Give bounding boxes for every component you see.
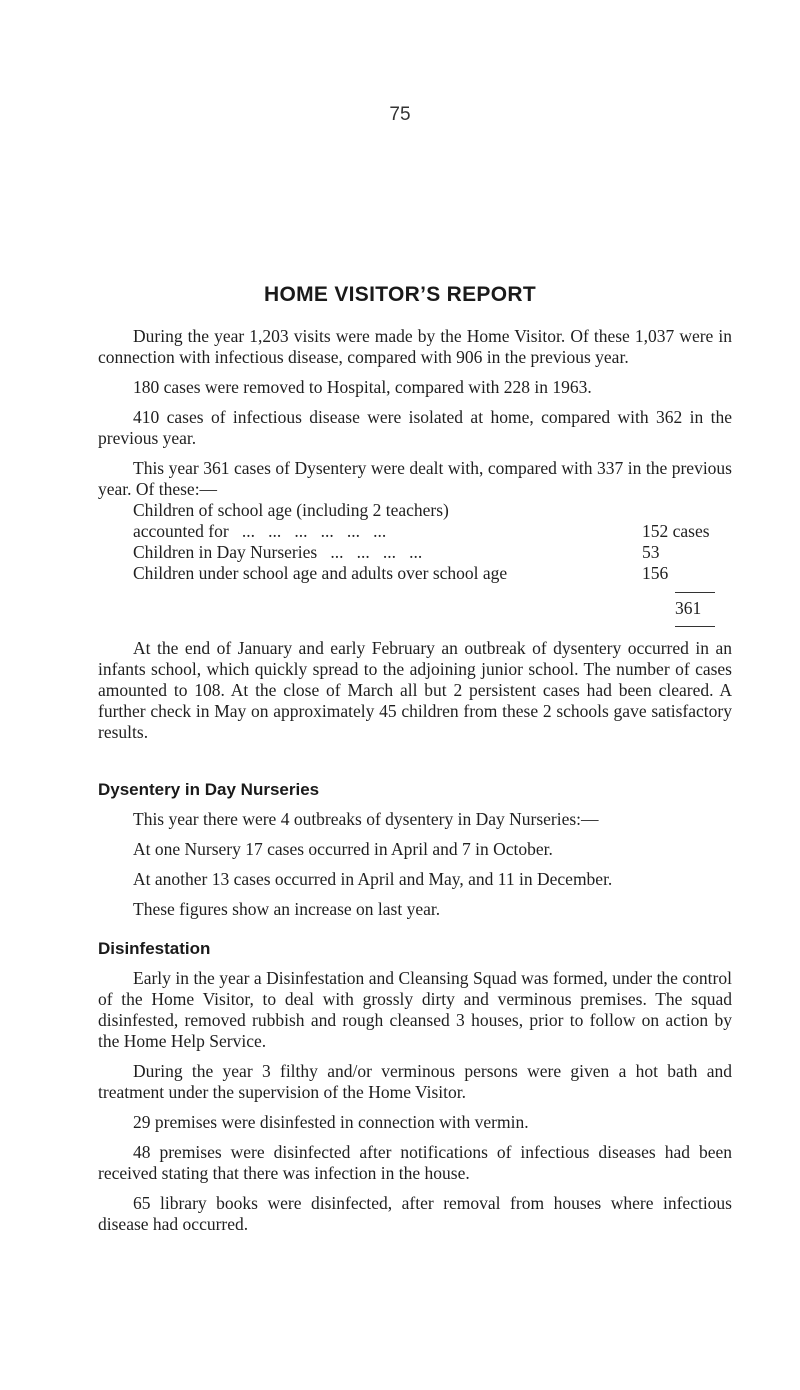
total-block — [133, 584, 732, 628]
section-paragraph: At another 13 cases occurred in April and May, and 11 in December. — [133, 869, 613, 889]
page-number: 75 — [389, 104, 411, 125]
table-row — [133, 521, 732, 542]
table-row — [133, 500, 732, 521]
row-value — [642, 500, 732, 521]
report-body — [98, 326, 732, 1244]
section-paragraph: At one Nursery 17 cases occurred in April and 7 in October. — [133, 839, 553, 859]
row-value: 53 — [642, 542, 660, 562]
section-heading: Disinfestation — [98, 939, 211, 958]
total-value: 361 — [675, 598, 702, 618]
row-label: Children under school age and adults over school age — [133, 563, 508, 583]
section-paragraph: These figures show an increase on last year. — [133, 899, 441, 919]
row-label: accounted for ... ... ... ... ... ... — [133, 521, 387, 541]
section-paragraph: 65 library books were disinfected, after removal from houses where infectious disease had occurred. — [98, 1193, 732, 1234]
section-paragraph: 29 premises were disinfested in connection with vermin. — [133, 1112, 529, 1132]
table-row — [133, 563, 732, 584]
intro-paragraph: This year 361 cases of Dysentery were dealt with, compared with 337 in the previous year. Of these:— — [98, 458, 732, 499]
section-paragraph: 48 premises were disinfected after notifications of infectious diseases had been received stating that there was infection in the house. — [98, 1142, 732, 1183]
row-value: 156 — [642, 563, 669, 583]
section-heading: Dysentery in Day Nurseries — [98, 780, 320, 799]
dysentery-breakdown — [98, 500, 732, 628]
row-label: Children of school age (including 2 teachers) — [133, 500, 449, 520]
total-rule-bottom — [675, 626, 715, 627]
section-paragraph: This year there were 4 outbreaks of dysentery in Day Nurseries:— — [133, 809, 599, 829]
section-paragraph: During the year 3 filthy and/or verminous persons were given a hot bath and treatment under the supervision of the Home Visitor. — [98, 1061, 732, 1102]
table-row — [133, 542, 732, 563]
row-value: 152 cases — [642, 521, 710, 541]
intro-paragraph: 410 cases of infectious disease were isolated at home, compared with 362 in the previous year. — [98, 407, 732, 448]
page-title: HOME VISITOR’S REPORT — [264, 283, 536, 306]
intro-paragraph: During the year 1,203 visits were made by the Home Visitor. Of these 1,037 were in connection with infectious disease, compared with 906 in the previous year. — [98, 326, 732, 367]
total-rule-top — [675, 592, 715, 593]
section-paragraph: Early in the year a Disinfestation and Cleansing Squad was formed, under the control of the Home Visitor, to deal with grossly dirty and verminous premises. The squad disinfested, removed rubbish and rough cleansed 3 houses, prior to follow on action by the Home Help Service. — [98, 968, 732, 1051]
row-label: Children in Day Nurseries ... ... ... ... — [133, 542, 423, 562]
intro-paragraph: 180 cases were removed to Hospital, compared with 228 in 1963. — [133, 377, 592, 397]
outbreak-paragraph: At the end of January and early February an outbreak of dysentery occurred in an infants school, which quickly spread to the adjoining junior school. The number of cases amounted to 108. At the close of March all but 2 persistent cases had been cleared. A further check in May on approximately 45 children from these 2 schools gave satisfactory results. — [98, 638, 732, 742]
